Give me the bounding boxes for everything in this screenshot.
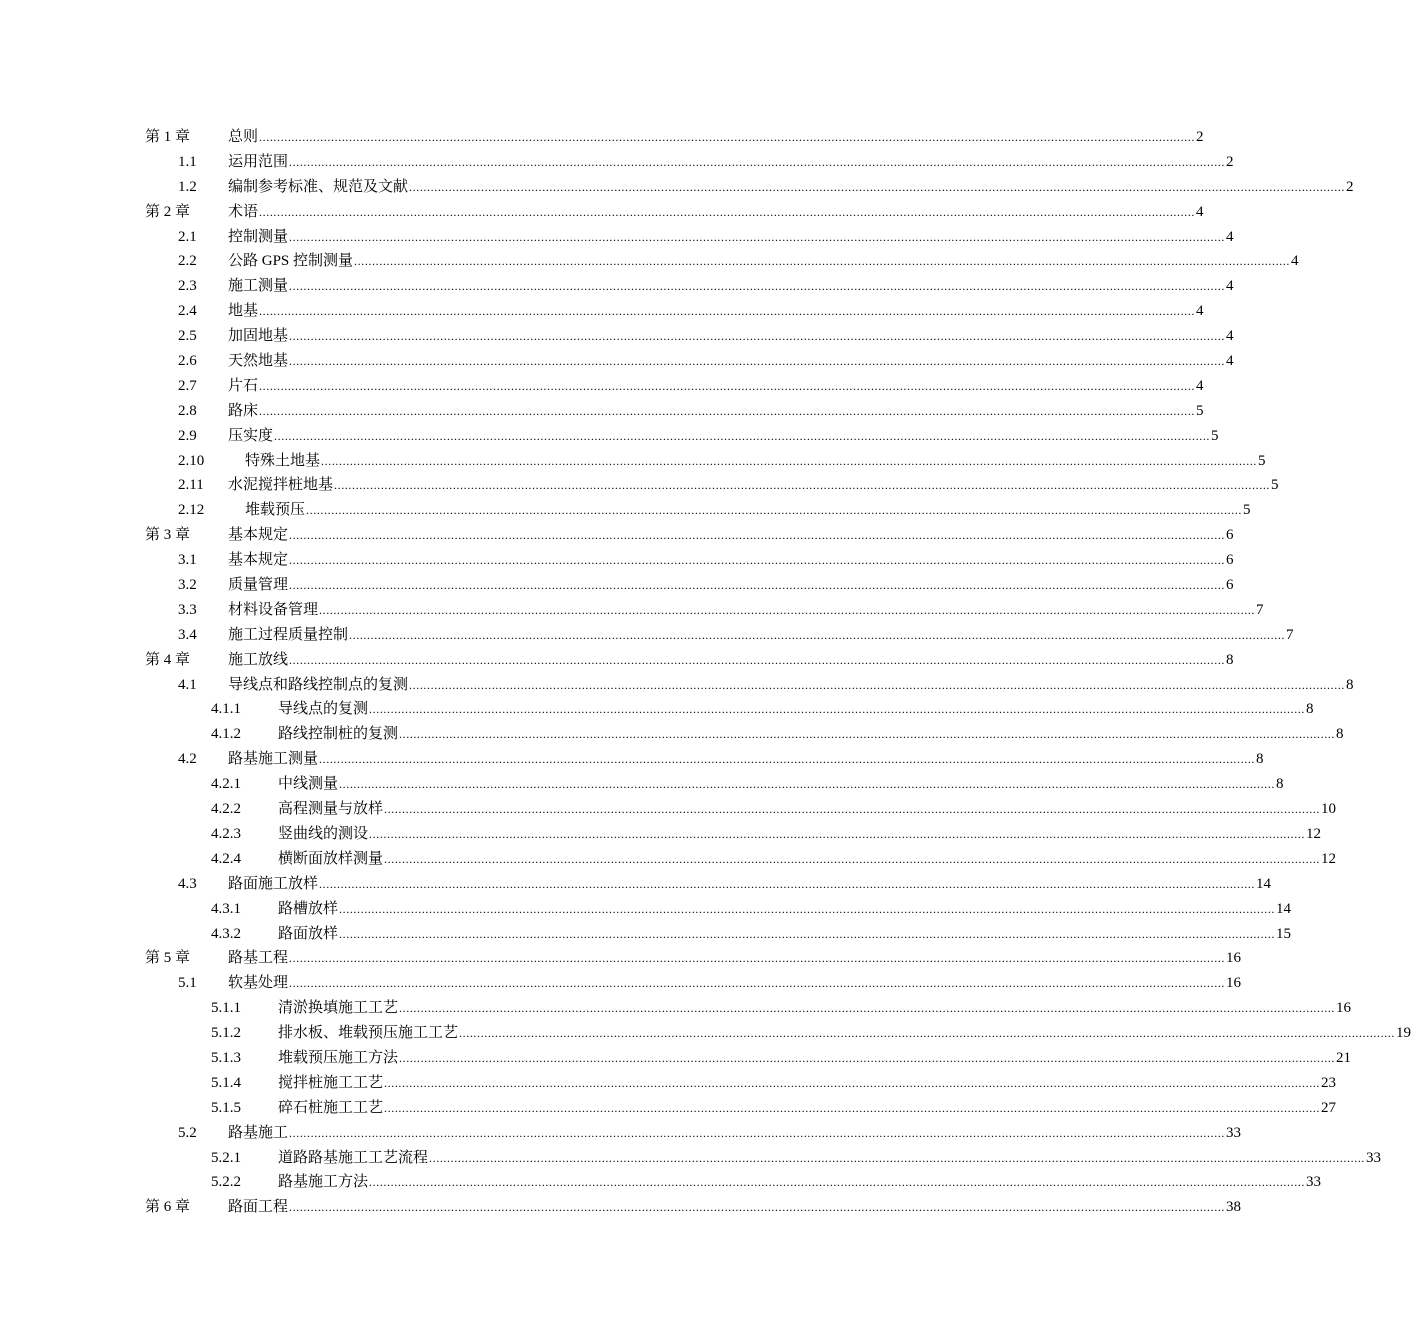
toc-entry-page-number: 12 [1321,850,1337,867]
toc-section-entry[interactable] [0,449,1266,474]
toc-entry-title: 施工过程质量控制 [228,626,349,643]
toc-entry-number: 3.1 [178,552,197,569]
toc-entry-line [278,772,1284,797]
toc-section-entry[interactable] [0,424,1219,449]
dot-leader: .................................................................................................................................................................................................................................................................... [409,179,1346,194]
toc-entry-line [278,847,1337,872]
toc-entry-number: 5.1.2 [211,1025,241,1042]
table-of-contents [0,125,1411,1220]
toc-entry-page-number: 4 [1226,328,1234,345]
dot-leader: .................................................................................................................................................................................................................................................................... [289,354,1226,369]
toc-entry-title: 清淤换填施工工艺 [278,1000,399,1017]
toc-section-entry[interactable] [0,922,1292,947]
toc-entry-line [278,922,1292,947]
toc-entry-title: 天然地基 [228,353,289,370]
dot-leader: .................................................................................................................................................................................................................................................................... [384,802,1321,817]
toc-entry-number: 4.2.1 [211,776,241,793]
toc-entry-line [228,673,1354,698]
toc-entry-title: 路面工程 [228,1199,289,1216]
dot-leader: .................................................................................................................................................................................................................................................................... [289,1125,1226,1140]
toc-entry-line [278,1046,1352,1071]
toc-entry-number: 4.3.2 [211,925,241,942]
toc-entry-number: 5.1.5 [211,1099,241,1116]
toc-entry-page-number: 5 [1196,402,1204,419]
toc-entry-page-number: 8 [1256,751,1264,768]
toc-section-entry[interactable] [0,598,1264,623]
toc-entry-page-number: 4 [1226,228,1234,245]
toc-section-entry[interactable] [0,175,1354,200]
dot-leader: .................................................................................................................................................................................................................................................................... [369,702,1306,717]
toc-section-entry[interactable] [0,1046,1352,1071]
toc-entry-number: 2.10 [178,452,205,469]
toc-entry-page-number: 5 [1211,427,1219,444]
toc-entry-line [228,299,1204,324]
toc-entry-page-number: 4 [1226,278,1234,295]
toc-entry-page-number: 33 [1306,1174,1322,1191]
toc-entry-page-number: 27 [1321,1099,1337,1116]
toc-entry-title: 路面施工放样 [228,875,319,892]
dot-leader: .................................................................................................................................................................................................................................................................... [289,976,1226,991]
toc-entry-title: 加固地基 [228,328,289,345]
toc-entry-line [228,548,1234,573]
dot-leader: .................................................................................................................................................................................................................................................................... [289,528,1226,543]
toc-entry-line [228,623,1294,648]
toc-entry-title: 运用范围 [228,153,289,170]
toc-chapter-entry[interactable] [0,1195,1242,1220]
toc-entry-line [228,374,1204,399]
toc-section-entry[interactable] [0,897,1292,922]
toc-entry-page-number: 6 [1226,552,1234,569]
toc-entry-number: 2.12 [178,502,205,519]
dot-leader: .................................................................................................................................................................................................................................................................... [409,677,1346,692]
toc-entry-line [228,872,1272,897]
toc-entry-line [228,274,1234,299]
dot-leader: .................................................................................................................................................................................................................................................................... [289,229,1226,244]
toc-entry-page-number: 4 [1291,253,1299,270]
toc-section-entry[interactable] [0,747,1264,772]
toc-entry-page-number: 14 [1276,900,1292,917]
toc-entry-number: 5.1.3 [211,1049,241,1066]
toc-section-entry[interactable] [0,772,1284,797]
toc-entry-title: 路槽放样 [278,900,339,917]
toc-entry-page-number: 14 [1256,875,1272,892]
toc-entry-title: 中线测量 [278,776,339,793]
toc-entry-number: 第 1 章 [145,129,191,145]
toc-entry-line [228,175,1354,200]
toc-entry-page-number: 7 [1256,601,1264,618]
toc-entry-number: 4.3.1 [211,900,241,917]
toc-entry-line [228,324,1234,349]
toc-chapter-entry[interactable] [0,648,1234,673]
dot-leader: .................................................................................................................................................................................................................................................................... [259,403,1196,418]
toc-entry-title: 地基 [228,303,259,320]
toc-entry-line [228,1121,1242,1146]
toc-entry-page-number: 19 [1396,1025,1411,1042]
toc-section-entry[interactable] [0,1121,1242,1146]
toc-section-entry[interactable] [0,225,1234,250]
toc-section-entry[interactable] [0,374,1204,399]
toc-entry-page-number: 5 [1258,452,1266,469]
toc-section-entry[interactable] [0,1146,1382,1171]
dot-leader: .................................................................................................................................................................................................................................................................... [384,851,1321,866]
toc-entry-page-number: 5 [1243,502,1251,519]
toc-entry-title: 路线控制桩的复测 [278,726,399,743]
toc-section-entry[interactable] [0,1170,1322,1195]
toc-entry-title: 公路 GPS 控制测量 [228,253,354,270]
toc-entry-number: 3.4 [178,626,197,643]
toc-entry-line [228,473,1279,498]
toc-entry-page-number: 6 [1226,527,1234,544]
dot-leader: .................................................................................................................................................................................................................................................................... [384,1100,1321,1115]
toc-entry-line [228,150,1234,175]
toc-entry-title: 道路路基施工工艺流程 [278,1149,429,1166]
toc-entry-line [228,747,1264,772]
toc-entry-title: 基本规定 [228,527,289,544]
toc-section-entry[interactable] [0,324,1234,349]
toc-entry-number: 2.5 [178,328,197,345]
toc-entry-line [228,399,1204,424]
toc-entry-line [228,225,1234,250]
toc-entry-page-number: 4 [1196,377,1204,394]
toc-entry-title: 竖曲线的测设 [278,825,369,842]
toc-entry-number: 5.1.4 [211,1074,241,1091]
toc-section-entry[interactable] [0,1096,1337,1121]
toc-entry-number: 2.6 [178,353,197,370]
toc-entry-line [228,498,1251,523]
toc-section-entry[interactable] [0,274,1234,299]
toc-entry-number: 2.4 [178,303,197,320]
toc-section-entry[interactable] [0,797,1337,822]
toc-entry-number: 第 4 章 [145,651,191,668]
dot-leader: .................................................................................................................................................................................................................................................................... [306,503,1243,518]
toc-entry-line [228,424,1219,449]
dot-leader: .................................................................................................................................................................................................................................................................... [354,254,1291,269]
toc-entry-number: 4.3 [178,875,197,892]
toc-entry-title: 术语 [228,203,259,220]
toc-entry-line [228,573,1234,598]
toc-entry-title: 水泥搅拌桩地基 [228,477,334,494]
toc-entry-line [228,1195,1242,1220]
toc-section-entry[interactable] [0,971,1242,996]
toc-entry-line [278,797,1337,822]
dot-leader: .................................................................................................................................................................................................................................................................... [319,752,1256,767]
toc-entry-line [278,1146,1382,1171]
toc-entry-page-number: 8 [1346,676,1354,693]
toc-entry-line [278,1071,1337,1096]
toc-entry-number: 第 6 章 [145,1199,191,1216]
toc-entry-number: 3.3 [178,601,197,618]
dot-leader: .................................................................................................................................................................................................................................................................... [339,901,1276,916]
toc-section-entry[interactable] [0,573,1234,598]
toc-entry-title: 路基施工 [228,1124,289,1141]
dot-leader: .................................................................................................................................................................................................................................................................... [259,378,1196,393]
toc-entry-title: 压实度 [228,427,274,444]
toc-entry-page-number: 33 [1366,1149,1382,1166]
dot-leader: .................................................................................................................................................................................................................................................................... [259,130,1196,144]
toc-entry-number: 5.1.1 [211,1000,241,1017]
toc-entry-page-number: 6 [1226,577,1234,594]
toc-entry-title: 导线点和路线控制点的复测 [228,676,409,693]
toc-entry-page-number: 8 [1336,726,1344,743]
toc-entry-title: 路基施工测量 [228,751,319,768]
dot-leader: .................................................................................................................................................................................................................................................................... [399,1050,1336,1065]
toc-section-entry[interactable] [0,349,1234,374]
toc-entry-title: 施工放线 [228,651,289,668]
toc-entry-line [278,822,1322,847]
toc-chapter-entry[interactable] [0,946,1242,971]
toc-entry-page-number: 33 [1226,1124,1242,1141]
toc-entry-page-number: 23 [1321,1074,1337,1091]
toc-entry-line [278,722,1344,747]
toc-entry-number: 4.2.2 [211,801,241,818]
toc-section-entry[interactable] [0,473,1279,498]
dot-leader: .................................................................................................................................................................................................................................................................... [369,1175,1306,1190]
toc-entry-page-number: 5 [1271,477,1279,494]
toc-entry-number: 3.2 [178,577,197,594]
toc-entry-page-number: 4 [1196,203,1204,220]
dot-leader: .................................................................................................................................................................................................................................................................... [274,428,1211,443]
toc-entry-number: 2.11 [178,477,204,494]
toc-section-entry[interactable] [0,847,1337,872]
dot-leader: .................................................................................................................................................................................................................................................................... [321,453,1258,468]
toc-entry-number: 2.2 [178,253,197,270]
toc-entry-title: 堆载预压施工方法 [278,1049,399,1066]
toc-entry-number: 5.2.2 [211,1174,241,1191]
toc-entry-number: 5.2.1 [211,1149,241,1166]
toc-section-entry[interactable] [0,822,1322,847]
dot-leader: .................................................................................................................................................................................................................................................................... [259,304,1196,319]
toc-entry-number: 4.2.3 [211,825,241,842]
dot-leader: .................................................................................................................................................................................................................................................................... [289,279,1226,294]
toc-entry-title: 控制测量 [228,228,289,245]
toc-entry-title: 片石 [228,377,259,394]
toc-section-entry[interactable] [0,548,1234,573]
toc-entry-page-number: 2 [1346,178,1354,195]
toc-entry-title: 材料设备管理 [228,601,319,618]
toc-entry-page-number: 4 [1226,353,1234,370]
toc-entry-number: 1.1 [178,153,197,170]
toc-section-entry[interactable] [0,673,1354,698]
toc-entry-page-number: 12 [1306,825,1322,842]
toc-entry-page-number: 16 [1226,950,1242,967]
dot-leader: .................................................................................................................................................................................................................................................................... [259,204,1196,219]
toc-section-entry[interactable] [0,722,1344,747]
toc-entry-number: 2.3 [178,278,197,295]
toc-section-entry[interactable] [0,872,1272,897]
toc-entry-line [228,946,1242,971]
toc-entry-title: 路基工程 [228,950,289,967]
dot-leader: .................................................................................................................................................................................................................................................................... [384,1075,1321,1090]
toc-section-entry[interactable] [0,996,1352,1021]
dot-leader: .................................................................................................................................................................................................................................................................... [289,1200,1226,1215]
toc-entry-number: 5.1 [178,975,197,992]
toc-chapter-entry[interactable] [0,200,1204,225]
toc-entry-title: 搅拌桩施工工艺 [278,1074,384,1091]
toc-section-entry[interactable] [0,249,1299,274]
toc-entry-line [228,200,1204,225]
toc-section-entry[interactable] [0,1021,1411,1046]
dot-leader: .................................................................................................................................................................................................................................................................... [319,602,1256,617]
toc-chapter-entry[interactable] [0,523,1234,548]
toc-entry-number: 2.9 [178,427,197,444]
toc-entry-line [228,449,1266,474]
toc-entry-number: 4.1.2 [211,726,241,743]
dot-leader: .................................................................................................................................................................................................................................................................... [289,951,1226,966]
toc-entry-title: 横断面放样测量 [278,850,384,867]
toc-entry-line [278,1021,1411,1046]
dot-leader: .................................................................................................................................................................................................................................................................... [289,329,1226,344]
toc-entry-number: 2.7 [178,377,197,394]
toc-entry-page-number: 2 [1226,153,1234,170]
toc-entry-number: 4.1.1 [211,701,241,718]
dot-leader: .................................................................................................................................................................................................................................................................... [289,578,1226,593]
toc-section-entry[interactable] [0,150,1234,175]
toc-entry-number: 1.2 [178,178,197,195]
toc-entry-title: 基本规定 [228,552,289,569]
toc-entry-page-number: 2 [1196,129,1204,145]
dot-leader: .................................................................................................................................................................................................................................................................... [289,553,1226,568]
toc-entry-line [228,125,1204,150]
toc-entry-number: 4.2.4 [211,850,241,867]
toc-entry-number: 4.1 [178,676,197,693]
dot-leader: .................................................................................................................................................................................................................................................................... [369,826,1306,841]
toc-entry-line [278,1096,1337,1121]
toc-section-entry[interactable] [0,299,1204,324]
toc-entry-line [278,996,1352,1021]
dot-leader: .................................................................................................................................................................................................................................................................... [459,1026,1396,1041]
toc-entry-page-number: 15 [1276,925,1292,942]
toc-chapter-entry[interactable] [0,125,1204,150]
toc-entry-title: 编制参考标准、规范及文献 [228,178,409,195]
dot-leader: .................................................................................................................................................................................................................................................................... [349,627,1286,642]
toc-entry-title: 路面放样 [278,925,339,942]
toc-entry-line [278,1170,1322,1195]
toc-section-entry[interactable] [0,399,1204,424]
toc-entry-page-number: 38 [1226,1199,1242,1216]
dot-leader: .................................................................................................................................................................................................................................................................... [429,1150,1366,1165]
toc-entry-title: 特殊土地基 [245,452,321,469]
toc-entry-title: 总则 [228,129,259,145]
toc-entry-page-number: 4 [1196,303,1204,320]
toc-entry-page-number: 8 [1226,651,1234,668]
toc-entry-line [228,349,1234,374]
dot-leader: .................................................................................................................................................................................................................................................................... [334,478,1271,493]
dot-leader: .................................................................................................................................................................................................................................................................... [339,777,1276,792]
toc-entry-title: 质量管理 [228,577,289,594]
toc-entry-title: 高程测量与放样 [278,801,384,818]
dot-leader: .................................................................................................................................................................................................................................................................... [399,1001,1336,1016]
dot-leader: .................................................................................................................................................................................................................................................................... [289,154,1226,169]
toc-entry-line [278,697,1314,722]
toc-entry-number: 第 5 章 [145,950,191,967]
toc-entry-number: 2.1 [178,228,197,245]
toc-entry-line [228,598,1264,623]
toc-entry-number: 5.2 [178,1124,197,1141]
toc-entry-number: 第 3 章 [145,527,191,544]
toc-section-entry[interactable] [0,1071,1337,1096]
toc-entry-number: 4.2 [178,751,197,768]
toc-entry-page-number: 7 [1286,626,1294,643]
dot-leader: .................................................................................................................................................................................................................................................................... [399,727,1336,742]
toc-entry-title: 碎石桩施工工艺 [278,1099,384,1116]
toc-entry-title: 堆载预压 [245,502,306,519]
dot-leader: .................................................................................................................................................................................................................................................................... [289,652,1226,667]
toc-entry-page-number: 16 [1226,975,1242,992]
toc-entry-number: 2.8 [178,402,197,419]
toc-entry-page-number: 16 [1336,1000,1352,1017]
toc-entry-line [228,648,1234,673]
toc-entry-page-number: 8 [1276,776,1284,793]
toc-entry-number: 第 2 章 [145,203,191,220]
toc-entry-title: 排水板、堆载预压施工工艺 [278,1025,459,1042]
toc-entry-line [228,523,1234,548]
toc-entry-page-number: 21 [1336,1049,1352,1066]
dot-leader: .................................................................................................................................................................................................................................................................... [319,876,1256,891]
toc-section-entry[interactable] [0,697,1314,722]
toc-entry-title: 导线点的复测 [278,701,369,718]
toc-entry-page-number: 8 [1306,701,1314,718]
toc-entry-line [228,971,1242,996]
dot-leader: .................................................................................................................................................................................................................................................................... [339,926,1276,941]
toc-section-entry[interactable] [0,623,1294,648]
toc-entry-title: 软基处理 [228,975,289,992]
toc-entry-title: 施工测量 [228,278,289,295]
toc-entry-title: 路床 [228,402,259,419]
toc-section-entry[interactable] [0,498,1251,523]
toc-entry-line [228,249,1299,274]
toc-entry-title: 路基施工方法 [278,1174,369,1191]
toc-entry-page-number: 10 [1321,801,1337,818]
toc-entry-line [278,897,1292,922]
